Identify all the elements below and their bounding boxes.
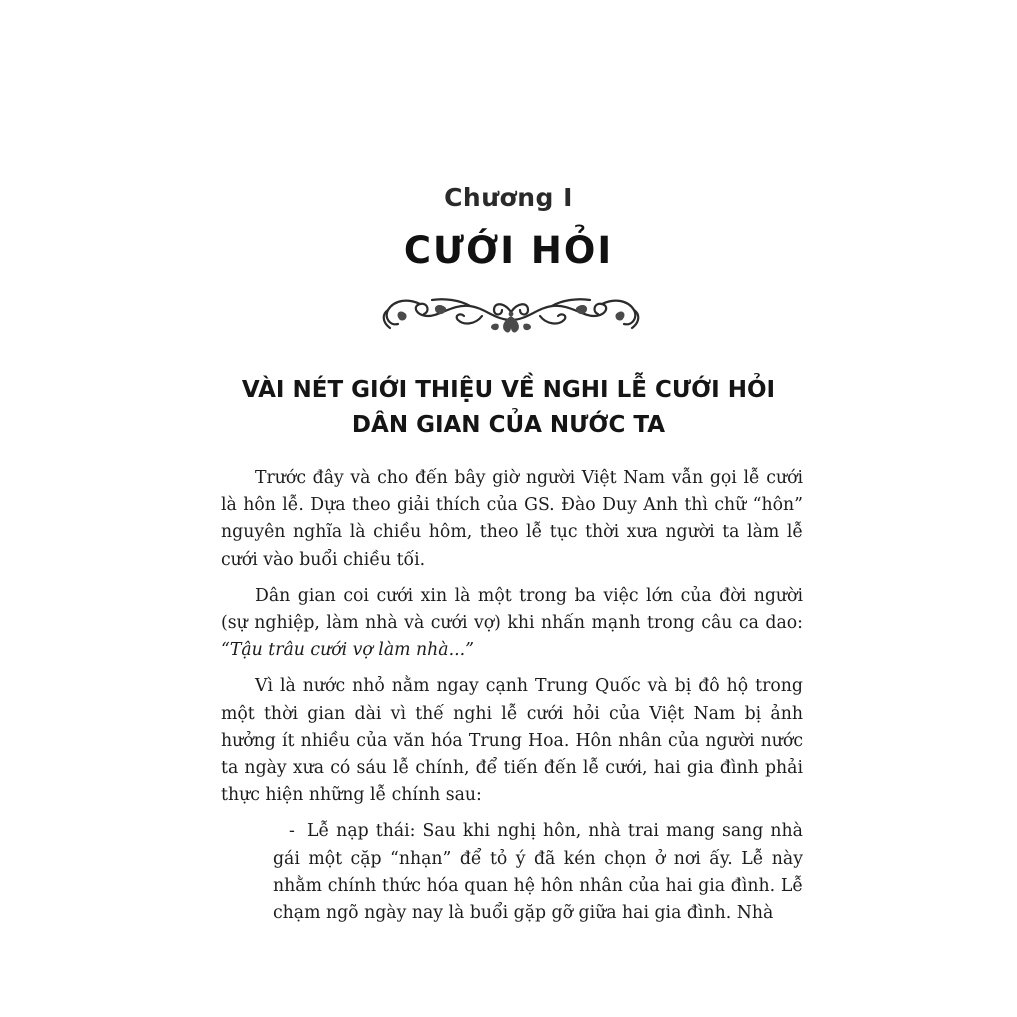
chapter-label: Chương I	[444, 183, 573, 212]
floral-divider-icon	[380, 290, 642, 338]
section-title-line-2: DÂN GIAN CỦA NƯỚC TA	[351, 412, 666, 438]
section-title-line-1: VÀI NÉT GIỚI THIỆU VỀ NGHI LỄ CƯỚI HỎI	[241, 377, 776, 403]
list-item	[221, 818, 803, 927]
body-text	[221, 465, 803, 936]
dash-bullet: -	[289, 821, 295, 842]
paragraph-2-quote: “Tậu trâu cưới vợ làm nhà...”	[221, 640, 474, 661]
section-title	[0, 373, 1017, 443]
paragraph-2	[221, 583, 803, 665]
paragraph-3: Vì là nước nhỏ nằm ngay cạnh Trung Quốc và bị đô hộ trong một thời gian dài vì thế nghi lễ cưới hỏi của Việt Nam bị ảnh hưởng ít nhiều của văn hóa Trung Hoa. Hôn nhân của người nước ta ngày xưa có sáu lễ chính, để tiến đến lễ cưới, hai gia đình phải thực hiện những lễ chính sau:	[221, 676, 803, 806]
list-item-text: Lễ nạp thái: Sau khi nghị hôn, nhà trai mang sang nhà gái một cặp “nhạn” để tỏ ý đã kén chọn ở nơi ấy. Lễ này nhằm chính thức hóa quan hệ hôn nhân của hai gia đình. Lễ chạm ngõ ngày nay là buổi gặp gỡ giữa hai gia đình. Nhà	[273, 821, 803, 924]
paragraph-2-text: Dân gian coi cưới xin là một trong ba việc lớn của đời người (sự nghiệp, làm nhà và cưới vợ) khi nhấn mạnh trong câu ca dao:	[221, 585, 803, 634]
paragraph-1: Trước đây và cho đến bây giờ người Việt Nam vẫn gọi lễ cưới là hôn lễ. Dựa theo giải thích của GS. Đào Duy Anh thì chữ “hôn” nguyên nghĩa là chiều hôm, theo lễ tục thời xưa người ta làm lễ cưới vào buổi chiều tối.	[221, 468, 803, 570]
chapter-title: CƯỚI HỎI	[403, 229, 614, 272]
